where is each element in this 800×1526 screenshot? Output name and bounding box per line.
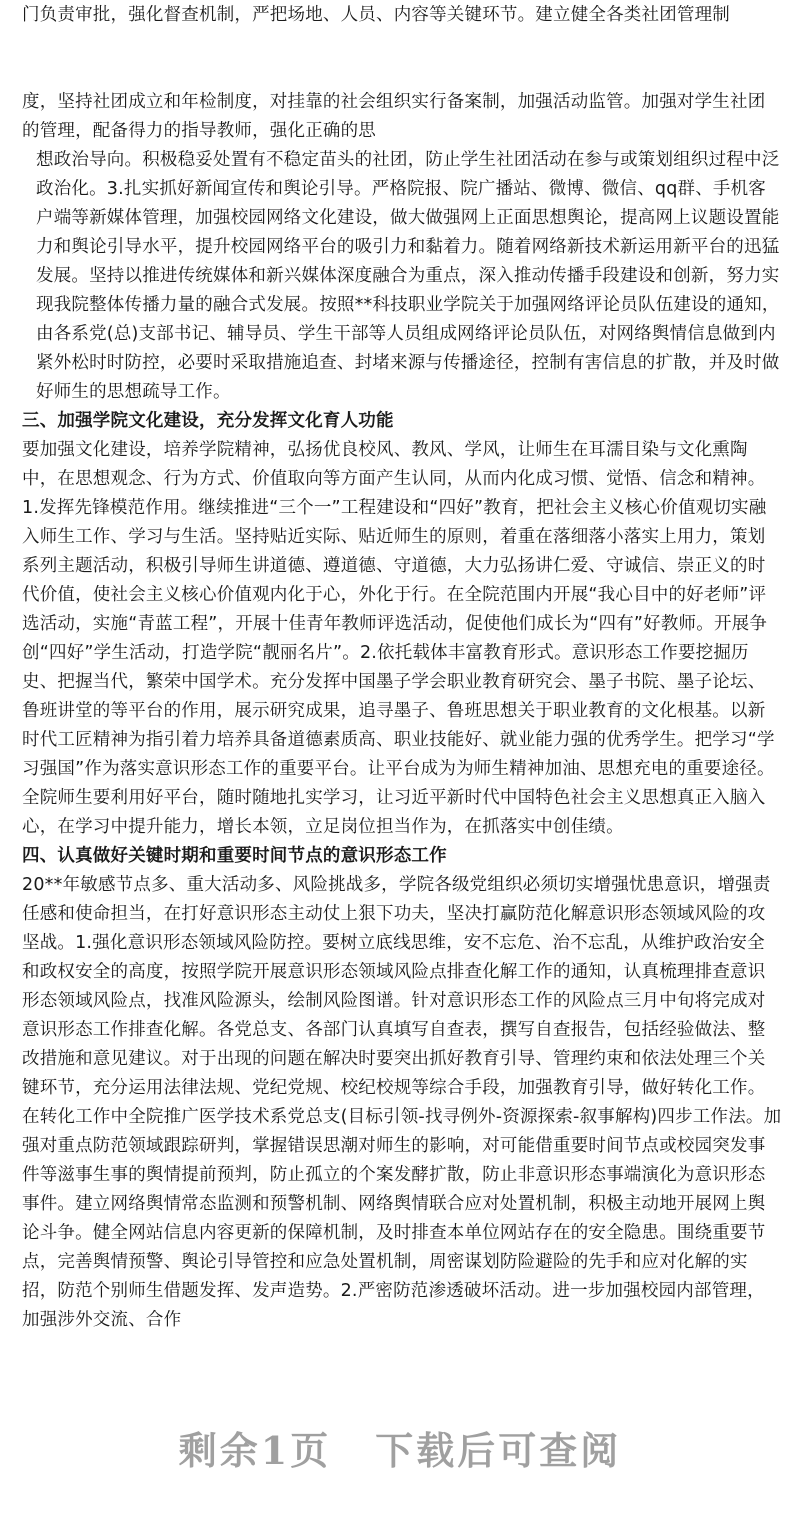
body-paragraph: 想政治导向。积极稳妥处置有不稳定苗头的社团，防止学生社团活动在参与或策划组织过程中泛政治化。3.扎实抓好新闻宣传和舆论引导。严格院报、院广播站、微博、微信、qq群、手机客户端等新媒体管理，加强校园网络文化建设，做大做强网上正面思想舆论，提高网上议题设置能力和舆论引导水平，提升校园网络平台的吸引力和黏着力。随着网络新技术新运用新平台的迅猛发展。坚持以推进传统媒体和新兴媒体深度融合为重点，深入推动传播手段建设和创新，努力实现我院整体传播力量的融合式发展。按照**科技职业学院关于加强网络评论员队伍建设的通知，由各系党(总)支部书记、辅导员、学生干部等人员组成网络评论员队伍，对网络舆情信息做到内紧外松时时防控，必要时采取措施追查、封堵来源与传播途径，控制有害信息的扩散，并及时做好师生的思想疏导工作。 <box>36 150 780 402</box>
top-line: 门负责审批，强化督查机制，严把场地、人员、内容等关键环节。建立健全各类社团管理制 <box>22 5 730 25</box>
body-paragraph: 要加强文化建设，培养学院精神，弘扬优良校风、教风、学风，让师生在耳濡目染与文化熏陶中，在思想观念、行为方式、价值取向等方面产生认同，从而内化成习惯、觉悟、信念和精神。1.发挥先锋模范作用。继续推进“三个一”工程建设和“四好”教育，把社会主义核心价值观切实融入师生工作、学习与生活。坚持贴近实际、贴近师生的原则，着重在落细落小落实上用力，策划系列主题活动，积极引导师生讲道德、遵道德、守道德，大力弘扬讲仁爱、守诚信、崇正义的时代价值，使社会主义核心价值观内化于心，外化于行。在全院范围内开展“我心目中的好老师”评选活动，实施“青蓝工程”，开展十佳青年教师评选活动，促使他们成长为“四有”好教师。开展争创“四好”学生活动，打造学院“靓丽名片”。2.依托载体丰富教育形式。意识形态工作要挖掘历史、把握当代，繁荣中国学术。充分发挥中国墨子学会职业教育研究会、墨子书院、墨子论坛、鲁班讲堂的等平台的作用，展示研究成果，追寻墨子、鲁班思想关于职业教育的文化根基。以新时代工匠精神为指引着力培养具备道德素质高、职业技能好、就业能力强的优秀学生。把学习“学习强国”作为落实意识形态工作的重要平台。让平台成为为师生精神加油、思想充电的重要途径。全院师生要利用好平台，随时随地扎实学习，让习近平新时代中国特色社会主义思想真正入脑入心，在学习中提升能力，增长本领，立足岗位担当作为，在抓落实中创佳绩。 <box>22 440 775 837</box>
section-heading: 四、认真做好关键时期和重要时间节点的意识形态工作 <box>22 846 447 866</box>
section-heading: 三、加强学院文化建设，充分发挥文化育人功能 <box>22 411 394 431</box>
body-paragraph: 度，坚持社团成立和年检制度，对挂靠的社会组织实行备案制，加强活动监管。加强对学生社团的管理，配备得力的指导教师，强化正确的思 <box>22 92 766 141</box>
body-paragraph: 20**年敏感节点多、重大活动多、风险挑战多，学院各级党组织必须切实增强忧患意识，增强责任感和使命担当，在打好意识形态主动仗上狠下功夫，坚决打赢防范化解意识形态领域风险的攻坚战。1.强化意识形态领域风险防控。要树立底线思维，安不忘危、治不忘乱，从维护政治安全和政权安全的高度，按照学院开展意识形态领域风险点排查化解工作的通知，认真梳理排查意识形态领域风险点，找准风险源头，绘制风险图谱。针对意识形态工作的风险点三月中旬将完成对意识形态工作排查化解。各党总支、各部门认真填写自查表，撰写自查报告，包括经验做法、整改措施和意见建议。对于出现的问题在解决时要突出抓好教育引导、管理约束和依法处理三个关键环节，充分运用法律法规、党纪党规、校纪校规等综合手段，加强教育引导，做好转化工作。在转化工作中全院推广医学技术系党总支(目标引领-找寻例外-资源探索-叙事解构)四步工作法。加强对重点防范领域跟踪研判，掌握错误思潮对师生的影响，对可能借重要时间节点或校园突发事件等滋事生事的舆情提前预判，防止孤立的个案发酵扩散，防止非意识形态事端演化为意识形态事件。建立网络舆情常态监测和预警机制、网络舆情联合应对处置机制，积极主动地开展网上舆论斗争。健全网站信息内容更新的保障机制，及时排查本单位网站存在的安全隐患。围绕重要节点，完善舆情预警、舆论引导管控和应急处置机制，周密谋划防险避险的先手和应对化解的实招，防范个别师生借题发挥、发声造势。2.严密防范渗透破坏活动。进一步加强校园内部管理，加强涉外交流、合作 <box>22 875 782 1330</box>
download-to-view-label[interactable]: 下载后可查阅 <box>375 1428 622 1473</box>
download-prompt[interactable] <box>0 1420 800 1475</box>
document-body <box>22 88 782 1335</box>
remaining-pages-label: 剩余1页 <box>178 1428 332 1473</box>
top-fragment <box>22 1 782 30</box>
